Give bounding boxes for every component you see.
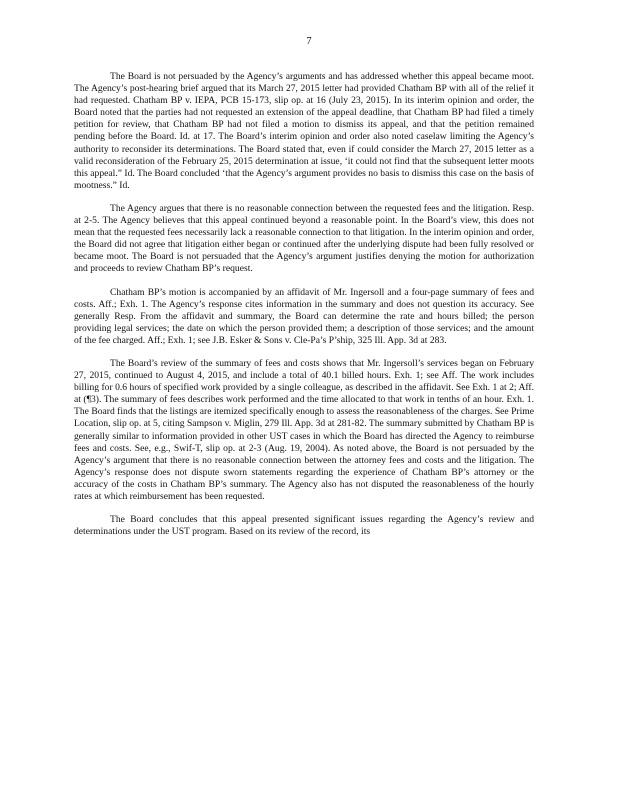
paragraph-reasonable-connection: The Agency argues that there is no reasonable connection between the requested fees and the litigation. Resp. at 2-5. The Agency believes that this appeal continued beyond a reasonable point. In the Board’s view, this does not mean that the requested fees necessarily lack a reasonable connection to that litigation. In the interim opinion and order, the Board did not agree that litigation either began or continued after the underlying dispute had been fully resolved or became moot. The Board is not persuaded that the Agency’s argument justifies denying the motion for authorization and proceeds to review Chatham BP’s request.	[74, 202, 534, 275]
paragraph-affidavit: Chatham BP’s motion is accompanied by an affidavit of Mr. Ingersoll and a four-page summary of fees and costs. Aff.; Exh. 1. The Agency’s response cites information in the summary and does not question its accuracy. See generally Resp. From the affidavit and summary, the Board can determine the rate and hours billed; the person providing legal services; the date on which the person provided them; a description of those services; and the amount of the fee charged. Aff.; Exh. 1; see J.B. Esker & Sons v. Cle-Pa’s P’ship, 325 Ill. App. 3d at 283.	[74, 286, 534, 346]
page-number: 7	[306, 36, 312, 47]
paragraph-conclusion: The Board concludes that this appeal presented significant issues regarding the Agency’s review and determinations under the UST program. Based on its review of the record, its	[74, 514, 534, 538]
paragraph-fee-review: The Board’s review of the summary of fees and costs shows that Mr. Ingersoll’s services began on February 27, 2015, continued to August 4, 2015, and include a total of 40.1 billed hours. Exh. 1; see Aff. The work includes billing for 0.6 hours of specified work provided by a single colleague, as described in the affidavit. See Exh. 1 at 2; Aff. at (¶3). The summary of fees describes work performed and the time allocated to that work in tenths of an hour. Exh. 1. The Board finds that the listings are itemized specifically enough to assess the reasonableness of the charges. See Prime Location, slip op. at 5, citing Sampson v. Miglin, 279 Ill. App. 3d at 281-82. The summary submitted by Chatham BP is generally similar to information provided in other UST cases in which the Board has directed the Agency to reimburse fees and costs. See, e.g., Swif-T, slip op. at 2-3 (Aug. 19, 2004). As noted above, the Board is not persuaded by the Agency’s argument that there is no reasonable connection between the attorney fees and costs and the litigation. The Agency’s response does not dispute sworn statements regarding the experience of Chatham BP’s attorney or the accuracy of the costs in Chatham BP’s summary. The Agency also has not disputed the reasonableness of the hourly rates at which reimbursement has been requested.	[74, 357, 534, 502]
paragraph-mootness: The Board is not persuaded by the Agency’s arguments and has addressed whether this appeal became moot. The Agency’s post-hearing brief argued that its March 27, 2015 letter had provided Chatham BP with all of the relief it had requested. Chatham BP v. IEPA, PCB 15-173, slip op. at 16 (July 23, 2015). In its interim opinion and order, the Board noted that the parties had not requested an extension of the appeal deadline, that Chatham BP had filed a timely petition for review, that Chatham BP had not filed a motion to dismiss its appeal, and that the petition remained pending before the Board. Id. at 17. The Board’s interim opinion and order also noted caselaw limiting the Agency’s authority to reconsider its determinations. The Board stated that, even if could consider the March 27, 2015 letter as a valid reconsideration of the February 25, 2015 determination at issue, ‘it could not find that the subsequent letter moots this appeal.” Id. The Board concluded ‘that the Agency’s argument provides no basis to dismiss this case on the basis of mootness.” Id.	[74, 71, 534, 191]
document-body	[74, 71, 534, 538]
